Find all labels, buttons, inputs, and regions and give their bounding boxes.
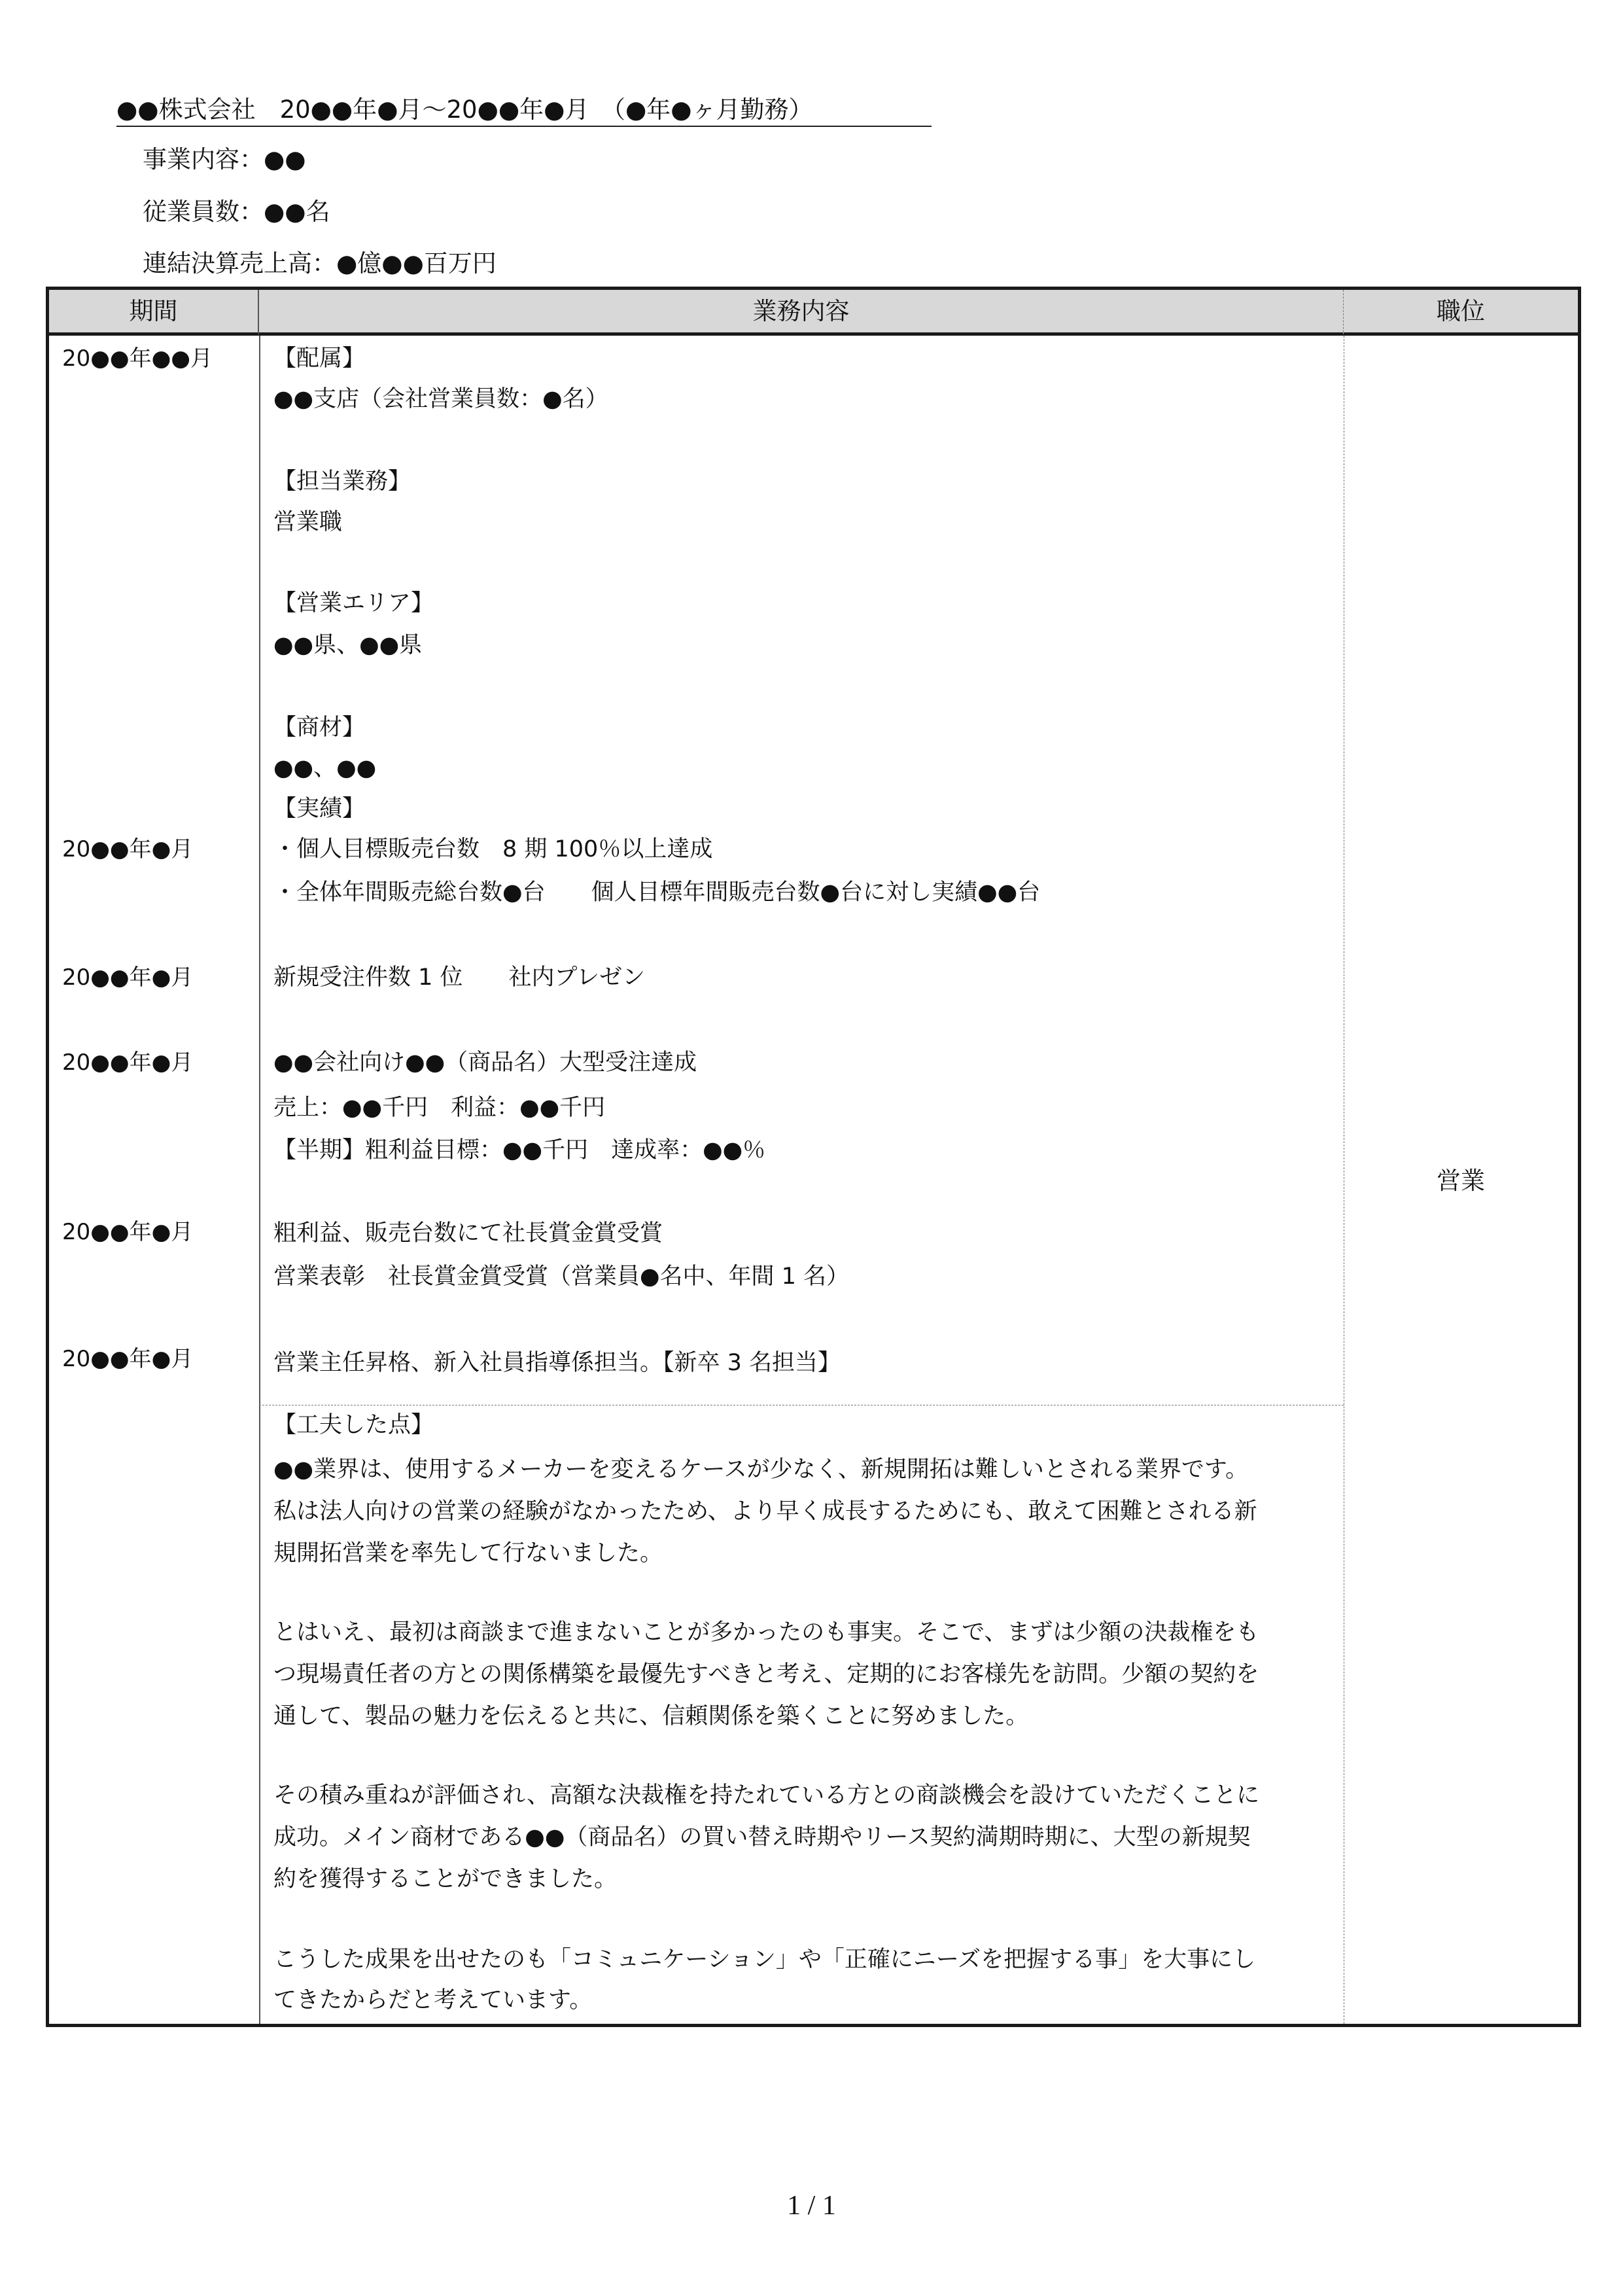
content-line: 成功。メイン商材である●●（商品名）の買い替え時期やリース契約満期時期に、大型の新規契 bbox=[273, 1824, 1251, 1850]
column-divider bbox=[259, 336, 260, 2024]
content-line: とはいえ、最初は商談まで進まないことが多かったのも事実。そこで、まずは少額の決裁権をも bbox=[273, 1619, 1259, 1646]
page-number: 1 / 1 bbox=[787, 2191, 836, 2221]
content-line: ●●県、●●県 bbox=[273, 632, 423, 658]
content-line: 営業表彰 社長賞金賞受賞（営業員●名中、年間 1 名） bbox=[273, 1263, 850, 1290]
column-header-period: 期間 bbox=[49, 290, 259, 336]
content-line: つ現場責任者の方との関係構築を最優先すべきと考え、定期的にお客様先を訪問。少額の契約を bbox=[273, 1661, 1259, 1687]
period-date: 20●●年●月 bbox=[62, 1050, 194, 1076]
content-line: 粗利益、販売台数にて社長賞金賞受賞 bbox=[273, 1220, 663, 1246]
company-header: ●●株式会社 20●●年●月～20●●年●月 （●年●ヶ月勤務） bbox=[116, 96, 932, 127]
content-line: てきたからだと考えています。 bbox=[273, 1987, 593, 2013]
period-date: 20●●年●月 bbox=[62, 964, 194, 991]
content-line: 【実績】 bbox=[273, 796, 366, 822]
career-table bbox=[46, 287, 1581, 2027]
content-line: ・全体年間販売総台数●台 個人目標年間販売台数●台に対し実績●●台 bbox=[273, 879, 1041, 906]
content-line: こうした成果を出せたのも「コミュニケーション」や「正確にニーズを把握する事」を大事にし bbox=[273, 1947, 1256, 1973]
role-value: 営業 bbox=[1437, 1167, 1485, 1195]
content-line: その積み重ねが評価され、高額な決裁権を持たれている方との商談機会を設けていただくことに bbox=[273, 1782, 1260, 1809]
content-line: ●●、●● bbox=[273, 755, 377, 781]
content-line: ●●会社向け●●（商品名）大型受注達成 bbox=[273, 1050, 697, 1076]
business-description: 事業内容：●● bbox=[143, 145, 306, 173]
period-date: 20●●年●月 bbox=[62, 1219, 194, 1245]
content-line: ・個人目標販売台数 8 期 100％以上達成 bbox=[273, 836, 713, 862]
content-line: ●●業界は、使用するメーカーを変えるケースが少なく、新規開拓は難しいとされる業界です。 bbox=[273, 1457, 1249, 1483]
content-line: 【半期】粗利益目標：●●千円 達成率：●●％ bbox=[273, 1137, 766, 1163]
content-line: ●●支店（会社営業員数：●名） bbox=[273, 386, 608, 412]
content-line: 【商材】 bbox=[273, 715, 366, 741]
content-line: 営業主任昇格、新入社員指導係担当。【新卒 3 名担当】 bbox=[273, 1350, 841, 1376]
content-line: 新規受注件数 1 位 社内プレゼン bbox=[273, 964, 646, 991]
content-line: 【担当業務】 bbox=[273, 468, 411, 495]
column-header-content: 業務内容 bbox=[259, 290, 1344, 336]
content-line: 【工夫した点】 bbox=[273, 1412, 434, 1438]
content-line: 売上：●●千円 利益：●●千円 bbox=[273, 1095, 606, 1121]
employee-count: 従業員数：●●名 bbox=[143, 198, 330, 226]
column-header-role: 職位 bbox=[1344, 290, 1578, 336]
content-line: 規開拓営業を率先して行ないました。 bbox=[273, 1540, 663, 1566]
content-line: 私は法人向けの営業の経験がなかったため、より早く成長するためにも、敢えて困難とされる新 bbox=[273, 1498, 1257, 1525]
content-line: 【営業エリア】 bbox=[273, 590, 434, 616]
period-date: 20●●年●月 bbox=[62, 1346, 194, 1372]
content-line: 約を獲得することができました。 bbox=[273, 1866, 618, 1892]
content-line: 【配属】 bbox=[273, 345, 366, 372]
consolidated-sales: 連結決算売上高：●億●●百万円 bbox=[143, 249, 497, 277]
period-date: 20●●年●月 bbox=[62, 836, 194, 862]
period-date: 20●●年●●月 bbox=[62, 345, 213, 372]
content-line: 営業職 bbox=[273, 509, 343, 535]
content-line: 通して、製品の魅力を伝えると共に、信頼関係を築くことに努めました。 bbox=[273, 1703, 1029, 1729]
